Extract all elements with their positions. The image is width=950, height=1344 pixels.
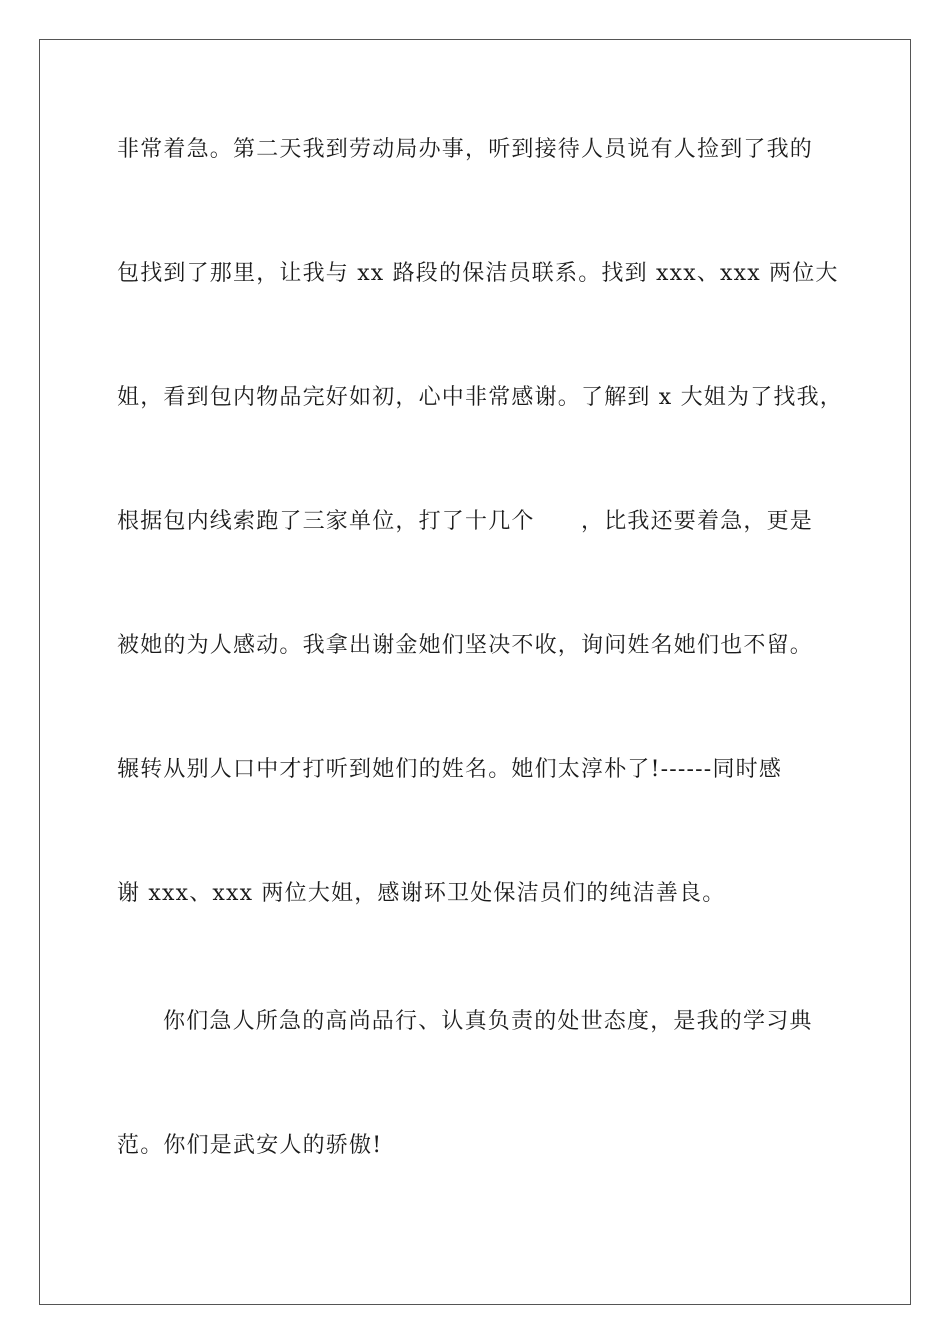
- text-line-2: 包找到了那里，让我与 xx 路段的保洁员联系。找到 xxx、xxx 两位大: [117, 261, 839, 286]
- text-line-6: 辗转从别人口中才打听到她们的姓名。她们太淳朴了!------同时感: [117, 757, 783, 782]
- paragraph-2-line-1: 你们急人所急的高尚品行、认真负责的处世态度，是我的学习典: [163, 1009, 813, 1034]
- text-line-5: 被她的为人感动。我拿出谢金她们坚决不收，询问姓名她们也不留。: [117, 633, 814, 658]
- text-line-7: 谢 xxx、xxx 两位大姐，感谢环卫处保洁员们的纯洁善良。: [117, 881, 726, 906]
- paragraph-2-line-2: 范。你们是武安人的骄傲!: [117, 1133, 383, 1158]
- text-line-3: 姐，看到包内物品完好如初，心中非常感谢。了解到 x 大姐为了找我，: [117, 385, 843, 410]
- text-line-4: 根据包内线索跑了三家单位，打了十几个 ，比我还要着急，更是: [117, 509, 814, 534]
- page-border: [39, 39, 911, 1305]
- text-line-1: 非常着急。第二天我到劳动局办事，听到接待人员说有人捡到了我的: [117, 137, 814, 162]
